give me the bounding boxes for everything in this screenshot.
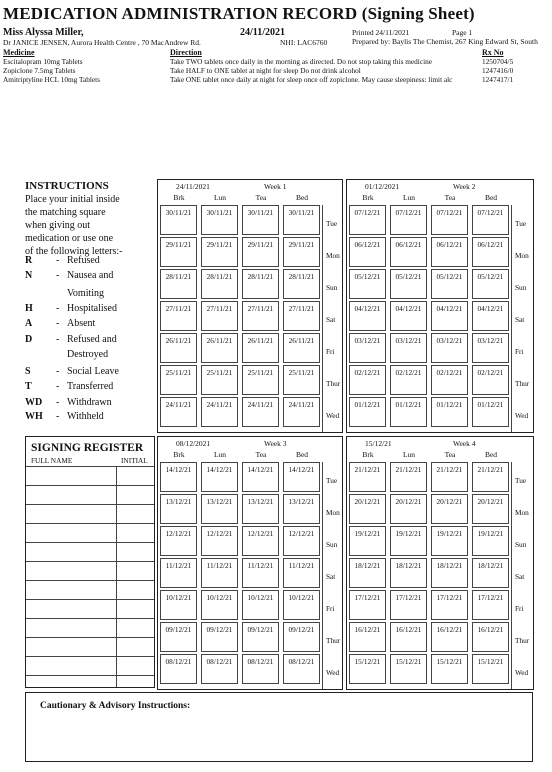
signing-cell[interactable]: 17/12/21 bbox=[349, 590, 386, 620]
day-label: Tue bbox=[326, 219, 338, 228]
signing-cell[interactable]: 11/12/21 bbox=[201, 558, 238, 588]
signing-cell[interactable]: 15/12/21 bbox=[349, 654, 386, 684]
day-label: Tue bbox=[515, 219, 527, 228]
week-start-date: 08/12/2021 bbox=[176, 439, 211, 448]
code-dash: - bbox=[56, 411, 60, 422]
signing-cell[interactable]: 26/11/21 bbox=[160, 333, 197, 363]
signing-cell[interactable]: 09/12/21 bbox=[160, 622, 197, 652]
signing-register bbox=[25, 436, 155, 688]
medication-row bbox=[0, 57, 552, 66]
cautionary-box bbox=[25, 692, 533, 762]
signing-cell[interactable]: 08/12/21 bbox=[160, 654, 197, 684]
code-item bbox=[25, 255, 145, 267]
signing-cell[interactable]: 28/11/21 bbox=[242, 269, 279, 299]
signing-cell[interactable]: 30/11/21 bbox=[160, 205, 197, 235]
signing-cell[interactable]: 17/12/21 bbox=[431, 590, 468, 620]
day-label: Mon bbox=[326, 251, 340, 260]
signing-cell[interactable]: 24/11/21 bbox=[283, 397, 320, 427]
column-header: Bed bbox=[484, 193, 498, 202]
signing-cell[interactable]: 06/12/21 bbox=[390, 237, 427, 267]
register-row-line bbox=[26, 504, 154, 505]
code-label: Transferred bbox=[67, 381, 114, 392]
column-header: Tea bbox=[255, 193, 267, 202]
signing-cell[interactable]: 15/12/21 bbox=[390, 654, 427, 684]
medication-rx: 1247417/1 bbox=[482, 75, 514, 84]
day-divider bbox=[511, 205, 512, 432]
signing-cell[interactable]: 16/12/21 bbox=[431, 622, 468, 652]
signing-cell[interactable]: 09/12/21 bbox=[242, 622, 279, 652]
instruction-line: Place your initial inside bbox=[25, 194, 120, 205]
signing-cell[interactable]: 08/12/21 bbox=[242, 654, 279, 684]
code-label: Vomiting bbox=[67, 288, 105, 299]
signing-cell[interactable]: 24/11/21 bbox=[242, 397, 279, 427]
signing-cell[interactable]: 05/12/21 bbox=[349, 269, 386, 299]
code-letter: D bbox=[25, 334, 33, 345]
doctor-info: Dr JANICE JENSEN, Aurora Health Centre , 70 MacAndrew Rd. bbox=[3, 38, 201, 47]
register-row-line bbox=[26, 580, 154, 581]
record-date: 24/11/2021 bbox=[240, 27, 286, 38]
medication-name: Amitriptyline HCL 10mg Tablets bbox=[3, 75, 100, 84]
day-divider bbox=[511, 462, 512, 689]
signing-cell[interactable]: 12/12/21 bbox=[160, 526, 197, 556]
day-label: Tue bbox=[515, 476, 527, 485]
signing-cell[interactable]: 13/12/21 bbox=[201, 494, 238, 524]
signing-cell[interactable]: 07/12/21 bbox=[472, 205, 509, 235]
signing-cell[interactable]: 13/12/21 bbox=[242, 494, 279, 524]
column-header: Lun bbox=[402, 193, 416, 202]
code-letter: A bbox=[25, 318, 33, 329]
signing-cell[interactable]: 20/12/21 bbox=[472, 494, 509, 524]
signing-cell[interactable]: 25/11/21 bbox=[201, 365, 238, 395]
code-dash: - bbox=[56, 397, 60, 408]
day-label: Fri bbox=[326, 347, 335, 356]
week-4-grid bbox=[346, 436, 534, 690]
signing-cell[interactable]: 12/12/21 bbox=[283, 526, 320, 556]
code-dash: - bbox=[56, 381, 60, 392]
signing-cell[interactable]: 14/12/21 bbox=[160, 462, 197, 492]
prepared-by: Prepared by: Baylis The Chemist, 267 King Edward St, South bbox=[352, 37, 538, 46]
code-label: Social Leave bbox=[67, 366, 119, 377]
instruction-line: when giving out bbox=[25, 220, 90, 231]
signing-cell[interactable]: 20/12/21 bbox=[349, 494, 386, 524]
instruction-line: the matching square bbox=[25, 207, 106, 218]
signing-cell[interactable]: 02/12/21 bbox=[349, 365, 386, 395]
day-label: Thur bbox=[326, 636, 341, 645]
week-1-grid bbox=[157, 179, 343, 433]
code-letter: N bbox=[25, 270, 33, 281]
week-start-date: 01/12/2021 bbox=[365, 182, 400, 191]
signing-cell[interactable]: 07/12/21 bbox=[431, 205, 468, 235]
week-2-grid bbox=[346, 179, 534, 433]
signing-cell[interactable]: 06/12/21 bbox=[431, 237, 468, 267]
column-header: Tea bbox=[444, 450, 456, 459]
code-item bbox=[25, 318, 145, 330]
signing-cell[interactable]: 30/11/21 bbox=[283, 205, 320, 235]
signing-cell[interactable]: 18/12/21 bbox=[349, 558, 386, 588]
signing-cell[interactable]: 01/12/21 bbox=[472, 397, 509, 427]
signing-cell[interactable]: 24/11/21 bbox=[160, 397, 197, 427]
column-header: Tea bbox=[255, 450, 267, 459]
signing-cell[interactable]: 14/12/21 bbox=[283, 462, 320, 492]
day-label: Sat bbox=[515, 315, 525, 324]
week-label: Week 3 bbox=[264, 439, 287, 448]
signing-cell[interactable]: 06/12/21 bbox=[472, 237, 509, 267]
day-label: Thur bbox=[326, 379, 341, 388]
day-label: Sun bbox=[515, 283, 527, 292]
register-row-line bbox=[26, 599, 154, 600]
signing-cell[interactable]: 04/12/21 bbox=[349, 301, 386, 331]
signing-cell[interactable]: 12/12/21 bbox=[242, 526, 279, 556]
column-header: Bed bbox=[484, 450, 498, 459]
day-label: Thur bbox=[515, 636, 530, 645]
signing-cell[interactable]: 15/12/21 bbox=[431, 654, 468, 684]
signing-cell[interactable]: 17/12/21 bbox=[390, 590, 427, 620]
code-item bbox=[25, 349, 145, 361]
day-label: Thur bbox=[515, 379, 530, 388]
signing-cell[interactable]: 28/11/21 bbox=[160, 269, 197, 299]
medication-row bbox=[0, 66, 552, 75]
medicine-header: Medicine bbox=[3, 48, 35, 57]
signing-cell[interactable]: 10/12/21 bbox=[283, 590, 320, 620]
signing-cell[interactable]: 09/12/21 bbox=[283, 622, 320, 652]
signing-cell[interactable]: 06/12/21 bbox=[349, 237, 386, 267]
signing-cell[interactable]: 17/12/21 bbox=[472, 590, 509, 620]
register-row-line bbox=[26, 637, 154, 638]
code-dash: - bbox=[56, 318, 60, 329]
medication-row bbox=[0, 75, 552, 84]
day-label: Sun bbox=[326, 283, 338, 292]
code-letter: WD bbox=[25, 397, 43, 408]
code-label: Withheld bbox=[67, 411, 104, 422]
day-label: Wed bbox=[515, 668, 529, 677]
signing-cell[interactable]: 05/12/21 bbox=[390, 269, 427, 299]
column-header: Tea bbox=[444, 193, 456, 202]
signing-cell[interactable]: 01/12/21 bbox=[349, 397, 386, 427]
signing-cell[interactable]: 03/12/21 bbox=[431, 333, 468, 363]
code-dash: - bbox=[56, 270, 60, 281]
signing-cell[interactable]: 04/12/21 bbox=[472, 301, 509, 331]
code-label: Nausea and bbox=[67, 270, 114, 281]
day-divider bbox=[322, 205, 323, 432]
code-label: Hospitalised bbox=[67, 303, 117, 314]
code-item bbox=[25, 288, 145, 300]
document-title: MEDICATION ADMINISTRATION RECORD (Signing Sheet) bbox=[3, 4, 475, 23]
signing-cell[interactable]: 14/12/21 bbox=[242, 462, 279, 492]
register-row-line bbox=[26, 523, 154, 524]
nhi-number: NHI: LAC6760 bbox=[280, 38, 328, 47]
signing-cell[interactable]: 28/11/21 bbox=[283, 269, 320, 299]
signing-cell[interactable]: 27/11/21 bbox=[160, 301, 197, 331]
signing-cell[interactable]: 16/12/21 bbox=[472, 622, 509, 652]
code-item bbox=[25, 303, 145, 315]
signing-cell[interactable]: 07/12/21 bbox=[349, 205, 386, 235]
day-label: Sun bbox=[515, 540, 527, 549]
day-label: Tue bbox=[326, 476, 338, 485]
week-label: Week 4 bbox=[453, 439, 476, 448]
printed-date: Printed 24/11/2021 bbox=[352, 28, 410, 37]
medication-direction: Take HALF to ONE tablet at night for sleep Do not drink alcohol bbox=[170, 66, 361, 75]
day-label: Sun bbox=[326, 540, 338, 549]
code-item bbox=[25, 270, 145, 282]
register-row-line bbox=[26, 561, 154, 562]
signing-cell[interactable]: 18/12/21 bbox=[472, 558, 509, 588]
signing-cell[interactable]: 21/12/21 bbox=[390, 462, 427, 492]
signing-cell[interactable]: 29/11/21 bbox=[242, 237, 279, 267]
signing-cell[interactable]: 10/12/21 bbox=[160, 590, 197, 620]
signing-cell[interactable]: 02/12/21 bbox=[472, 365, 509, 395]
signing-cell[interactable]: 09/12/21 bbox=[201, 622, 238, 652]
signing-cell[interactable]: 14/12/21 bbox=[201, 462, 238, 492]
day-label: Fri bbox=[515, 347, 524, 356]
signing-cell[interactable]: 16/12/21 bbox=[349, 622, 386, 652]
signing-cell[interactable]: 28/11/21 bbox=[201, 269, 238, 299]
code-dash: - bbox=[56, 334, 60, 345]
code-letter: T bbox=[25, 381, 32, 392]
signing-cell[interactable]: 07/12/21 bbox=[390, 205, 427, 235]
day-label: Fri bbox=[515, 604, 524, 613]
initial-header: INITIAL bbox=[121, 456, 148, 465]
signing-cell[interactable]: 18/12/21 bbox=[390, 558, 427, 588]
week-start-date: 15/12/21 bbox=[365, 439, 392, 448]
code-dash: - bbox=[56, 366, 60, 377]
week-label: Week 1 bbox=[264, 182, 287, 191]
code-dash: - bbox=[56, 255, 60, 266]
day-label: Mon bbox=[515, 251, 529, 260]
signing-cell[interactable]: 26/11/21 bbox=[242, 333, 279, 363]
register-row-line bbox=[26, 675, 154, 676]
signing-cell[interactable]: 19/12/21 bbox=[390, 526, 427, 556]
day-label: Sat bbox=[515, 572, 525, 581]
day-label: Sat bbox=[326, 572, 336, 581]
column-header: Brk bbox=[362, 450, 374, 459]
signing-cell[interactable]: 29/11/21 bbox=[201, 237, 238, 267]
signing-cell[interactable]: 15/12/21 bbox=[472, 654, 509, 684]
signing-cell[interactable]: 27/11/21 bbox=[201, 301, 238, 331]
medication-direction: Take TWO tablets once daily in the morning as directed. Do not stop taking this medicine bbox=[170, 57, 432, 66]
medication-name: Escitalopram 10mg Tablets bbox=[3, 57, 83, 66]
direction-header: Direction bbox=[170, 48, 202, 57]
signing-cell[interactable]: 05/12/21 bbox=[472, 269, 509, 299]
signing-cell[interactable]: 19/12/21 bbox=[431, 526, 468, 556]
code-label: Refused and bbox=[67, 334, 117, 345]
code-letter: S bbox=[25, 366, 31, 377]
signing-cell[interactable]: 20/12/21 bbox=[431, 494, 468, 524]
patient-name: Miss Alyssa Miller, bbox=[3, 27, 84, 38]
code-dash: - bbox=[56, 303, 60, 314]
code-label: Refused bbox=[67, 255, 100, 266]
signing-cell[interactable]: 29/11/21 bbox=[283, 237, 320, 267]
signing-cell[interactable]: 13/12/21 bbox=[283, 494, 320, 524]
code-letter: H bbox=[25, 303, 33, 314]
medication-rx: 1250704/5 bbox=[482, 57, 514, 66]
register-row-line bbox=[26, 466, 154, 467]
signing-cell[interactable]: 11/12/21 bbox=[283, 558, 320, 588]
signing-cell[interactable]: 03/12/21 bbox=[472, 333, 509, 363]
code-item bbox=[25, 366, 145, 378]
code-letter: WH bbox=[25, 411, 43, 422]
day-label: Sat bbox=[326, 315, 336, 324]
register-row-line bbox=[26, 542, 154, 543]
signing-cell[interactable]: 04/12/21 bbox=[390, 301, 427, 331]
day-label: Wed bbox=[326, 668, 340, 677]
week-label: Week 2 bbox=[453, 182, 476, 191]
register-column-divider bbox=[116, 466, 117, 687]
day-label: Wed bbox=[326, 411, 340, 420]
signing-cell[interactable]: 02/12/21 bbox=[431, 365, 468, 395]
signing-cell[interactable]: 01/12/21 bbox=[390, 397, 427, 427]
column-header: Brk bbox=[173, 450, 185, 459]
code-letter: R bbox=[25, 255, 33, 266]
signing-cell[interactable]: 08/12/21 bbox=[283, 654, 320, 684]
register-row-line bbox=[26, 618, 154, 619]
instructions-title: INSTRUCTIONS bbox=[25, 180, 109, 192]
page-number: Page 1 bbox=[452, 28, 473, 37]
column-header: Bed bbox=[295, 450, 309, 459]
code-label: Destroyed bbox=[67, 349, 109, 360]
signing-cell[interactable]: 20/12/21 bbox=[390, 494, 427, 524]
column-header: Bed bbox=[295, 193, 309, 202]
signing-cell[interactable]: 25/11/21 bbox=[160, 365, 197, 395]
medication-direction: Take ONE tablet once daily at night for sleep once off zopiclone. May cause sleepiness: limit alc bbox=[170, 75, 453, 84]
signing-cell[interactable]: 11/12/21 bbox=[160, 558, 197, 588]
code-item bbox=[25, 411, 145, 423]
week-3-grid bbox=[157, 436, 343, 690]
signing-cell[interactable]: 21/12/21 bbox=[431, 462, 468, 492]
signing-register-title: SIGNING REGISTER bbox=[31, 442, 144, 454]
day-label: Fri bbox=[326, 604, 335, 613]
week-start-date: 24/11/2021 bbox=[176, 182, 210, 191]
code-item bbox=[25, 334, 145, 346]
signing-cell[interactable]: 08/12/21 bbox=[201, 654, 238, 684]
medication-rx: 1247416/0 bbox=[482, 66, 514, 75]
signing-cell[interactable]: 12/12/21 bbox=[201, 526, 238, 556]
instruction-line: of the following letters:- bbox=[25, 246, 123, 257]
column-header: Lun bbox=[213, 193, 227, 202]
signing-cell[interactable]: 26/11/21 bbox=[283, 333, 320, 363]
signing-cell[interactable]: 05/12/21 bbox=[431, 269, 468, 299]
signing-cell[interactable]: 27/11/21 bbox=[242, 301, 279, 331]
day-divider bbox=[322, 462, 323, 689]
signing-cell[interactable]: 24/11/21 bbox=[201, 397, 238, 427]
column-header: Brk bbox=[362, 193, 374, 202]
signing-cell[interactable]: 29/11/21 bbox=[160, 237, 197, 267]
signing-cell[interactable]: 10/12/21 bbox=[242, 590, 279, 620]
signing-cell[interactable]: 25/11/21 bbox=[283, 365, 320, 395]
signing-cell[interactable]: 26/11/21 bbox=[201, 333, 238, 363]
column-header: Brk bbox=[173, 193, 185, 202]
signing-cell[interactable]: 30/11/21 bbox=[201, 205, 238, 235]
day-label: Wed bbox=[515, 411, 529, 420]
signing-cell[interactable]: 13/12/21 bbox=[160, 494, 197, 524]
signing-cell[interactable]: 03/12/21 bbox=[390, 333, 427, 363]
rx-header: Rx No bbox=[482, 48, 504, 57]
register-row-line bbox=[26, 485, 154, 486]
signing-cell[interactable]: 01/12/21 bbox=[431, 397, 468, 427]
code-item bbox=[25, 381, 145, 393]
signing-cell[interactable]: 10/12/21 bbox=[201, 590, 238, 620]
signing-cell[interactable]: 27/11/21 bbox=[283, 301, 320, 331]
code-item bbox=[25, 397, 145, 409]
signing-cell[interactable]: 19/12/21 bbox=[349, 526, 386, 556]
signing-cell[interactable]: 30/11/21 bbox=[242, 205, 279, 235]
day-label: Mon bbox=[515, 508, 529, 517]
medication-name: Zopiclone 7.5mg Tablets bbox=[3, 66, 76, 75]
signing-cell[interactable]: 11/12/21 bbox=[242, 558, 279, 588]
column-header: Lun bbox=[213, 450, 227, 459]
signing-cell[interactable]: 04/12/21 bbox=[431, 301, 468, 331]
signing-cell[interactable]: 21/12/21 bbox=[472, 462, 509, 492]
cautionary-title: Cautionary & Advisory Instructions: bbox=[40, 701, 191, 711]
day-label: Mon bbox=[326, 508, 340, 517]
signing-cell[interactable]: 18/12/21 bbox=[431, 558, 468, 588]
signing-cell[interactable]: 21/12/21 bbox=[349, 462, 386, 492]
signing-cell[interactable]: 02/12/21 bbox=[390, 365, 427, 395]
signing-cell[interactable]: 16/12/21 bbox=[390, 622, 427, 652]
code-label: Absent bbox=[67, 318, 96, 329]
code-label: Withdrawn bbox=[67, 397, 112, 408]
signing-cell[interactable]: 19/12/21 bbox=[472, 526, 509, 556]
column-header: Lun bbox=[402, 450, 416, 459]
register-row-line bbox=[26, 656, 154, 657]
instruction-line: medication or use one bbox=[25, 233, 114, 244]
full-name-header: FULL NAME bbox=[31, 456, 73, 465]
signing-cell[interactable]: 25/11/21 bbox=[242, 365, 279, 395]
signing-cell[interactable]: 03/12/21 bbox=[349, 333, 386, 363]
